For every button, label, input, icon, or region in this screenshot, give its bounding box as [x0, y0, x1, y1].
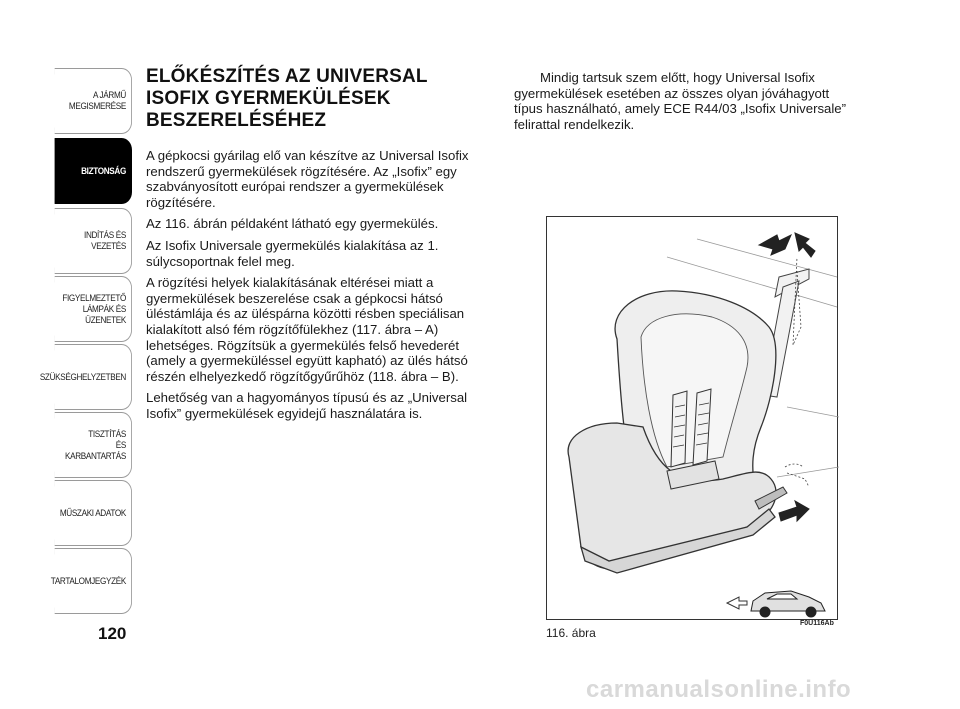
child-seat-figure	[546, 216, 838, 620]
tab-technical-data[interactable]: MŰSZAKI ADATOK	[55, 480, 132, 546]
child-seat-illustration	[547, 217, 839, 621]
car-icon	[751, 591, 825, 617]
paragraph: Az 116. ábrán példaként látható egy gyermekülés.	[146, 216, 439, 232]
tab-maintenance[interactable]: TISZTÍTÁS ÉS KARBANTARTÁS	[55, 412, 132, 478]
tab-vehicle-overview[interactable]: A JÁRMŰ MEGISMERÉSE	[55, 68, 132, 134]
intro-paragraph: Mindig tartsuk szem előtt, hogy Universal Isofix gyermekülések esetében az összes olyan jóváhagyott típus használható, amely ECE R44/03 „Isofix Universale” felirattal rendelkezik.	[514, 70, 847, 132]
tab-safety[interactable]: BIZTONSÁG	[55, 138, 132, 204]
tab-warning-lights[interactable]: FIGYELMEZTETŐ LÁMPÁK ÉS ÜZENETEK	[55, 276, 132, 342]
section-title: ELŐKÉSZÍTÉS AZ UNIVERSAL ISOFIX GYERMEKÜLÉSEK BESZERELÉSÉHEZ	[146, 66, 428, 131]
paragraph: Az Isofix Universale gyermekülés kialakítása az 1. súlycsoportnak felel meg.	[146, 237, 439, 269]
figure-code: F0U116Ab	[800, 620, 834, 627]
figure-caption: 116. ábra	[546, 626, 596, 640]
watermark: carmanualsonline.info	[586, 676, 852, 703]
forward-arrow-icon	[727, 597, 747, 609]
paragraph: A rögzítési helyek kialakításának eltérései miatt a gyermekülések beszerelése csak a gépkocsi hátsó üléstámlája és az üléspárna közötti résben speciálisan kialakított alsó fém rögzítőfülekhez (117. ábra – A) lehetséges. Rögzítsük a gyermekülés felső hevederét (amely a gyermeküléssel együtt kapható) az ülés hátsó részén elhelyezkedő rögzítőgyűrűhöz (118. ábra – B).	[146, 275, 468, 384]
section-body	[146, 148, 491, 428]
paragraph: A gépkocsi gyárilag elő van készítve az Universal Isofix rendszerű gyermekülések rögzítésére. Az „Isofix” egy szabványosított európai rendszer a gyermekülések rögzítésére.	[146, 148, 469, 210]
page-number: 120	[98, 624, 127, 643]
tab-starting-driving[interactable]: INDÍTÁS ÉS VEZETÉS	[55, 208, 132, 274]
paragraph: Lehetőség van a hagyományos típusú és az „Universal Isofix” gyermekülések egyidejű használatára is.	[146, 390, 468, 421]
tab-emergency[interactable]: SZÜKSÉGHELYZETBEN	[55, 344, 132, 410]
tab-index[interactable]: TARTALOMJEGYZÉK	[55, 548, 132, 614]
